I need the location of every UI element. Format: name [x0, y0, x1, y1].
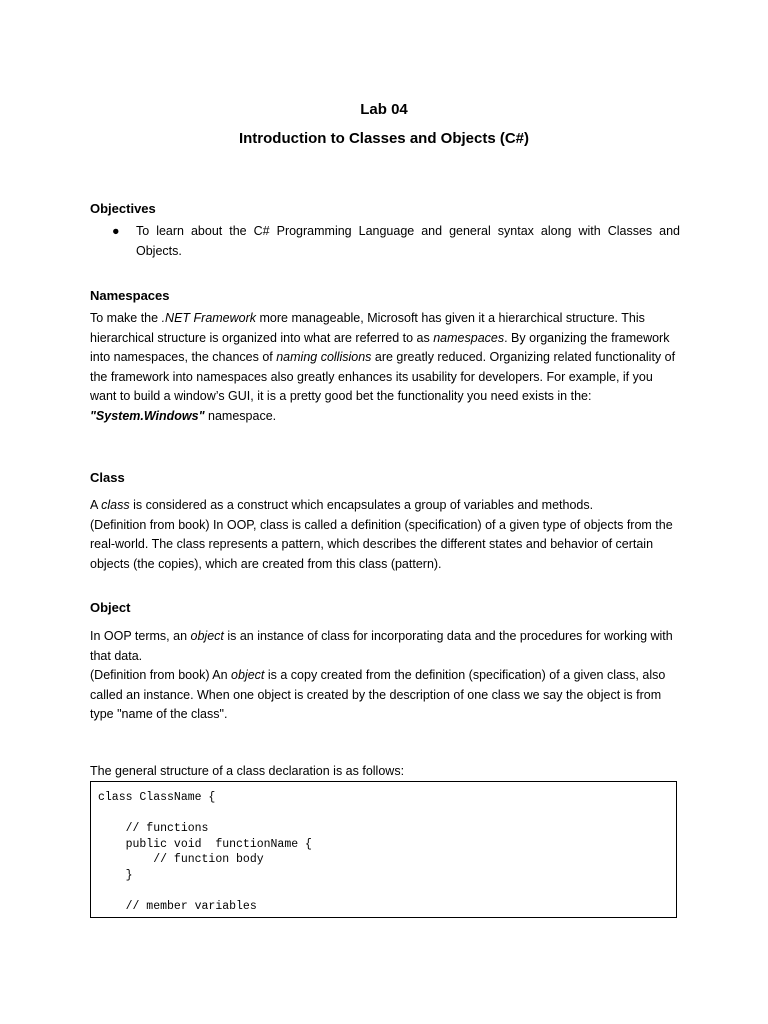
namespaces-text-1: To make the: [90, 311, 162, 325]
namespaces-text-4: are greatly reduced. Organizing related functionality of the framework into namespaces also greatly enhances its usability for developers. For example, if you want to build a window’s GUI, it is a pretty good bet the functionality you need exists in the:: [90, 350, 676, 403]
objectives-list-item: [90, 222, 680, 261]
objective-text: To learn about the C# Programming Language and general syntax along with Classes and Objects.: [136, 224, 680, 258]
object-emphasis-1: object: [190, 629, 224, 643]
objectives-heading: Objectives: [90, 201, 156, 216]
namespaces-emphasis-3: naming collisions: [276, 350, 372, 364]
object-text-3: (Definition from book) An: [90, 668, 232, 682]
object-text-1: In OOP terms, an: [90, 629, 191, 643]
namespaces-text-5: namespace.: [204, 408, 277, 423]
namespaces-emphasis-2: namespaces: [433, 330, 505, 345]
object-heading: Object: [90, 600, 131, 615]
class-heading: Class: [90, 470, 125, 485]
namespaces-paragraph: [90, 309, 680, 426]
namespaces-text-2: more manageable, Microsoft has given it a hierarchical structure. This hierarchical structure is organized into what are referred to as: [90, 311, 645, 345]
class-paragraph: [90, 496, 680, 574]
object-paragraph: [90, 627, 680, 725]
bullet-icon: ●: [112, 224, 120, 238]
document-title: Introduction to Classes and Objects (C#): [238, 130, 530, 147]
namespaces-emphasis-1: .NET Framework: [161, 311, 257, 325]
object-text-2: is an instance of class for incorporating data and the procedures for working with that data.: [90, 629, 673, 663]
object-text-4: is a copy created from the definition (specification) of a given class, also called an instance. When one object is created by the description of one class we say the object is from type "name of the class".: [90, 668, 666, 721]
object-emphasis-2: object: [231, 668, 265, 682]
code-block: [90, 781, 677, 918]
namespaces-heading: Namespaces: [90, 288, 170, 303]
lab-number: Lab 04: [360, 101, 408, 118]
namespaces-text-3: . By organizing the framework into namespaces, the chances of: [90, 330, 670, 364]
class-text-1: A: [90, 498, 102, 512]
code-listing: class ClassName { // functions public void functionName { // function body } // member variables: [98, 791, 312, 914]
class-text-2: is considered as a construct which encapsulates a group of variables and methods.: [129, 498, 594, 512]
class-text-3: (Definition from book) In OOP, class is called a definition (specification) of a given type of objects from the real-world. The class represents a pattern, which describes the different states and behavior of certain objects (the copies), which are created from this class (pattern).: [90, 517, 673, 571]
class-emphasis-1: class: [101, 498, 130, 512]
structure-intro: The general structure of a class declaration is as follows:: [90, 764, 405, 778]
namespaces-emphasis-4: "System.Windows": [90, 408, 205, 423]
